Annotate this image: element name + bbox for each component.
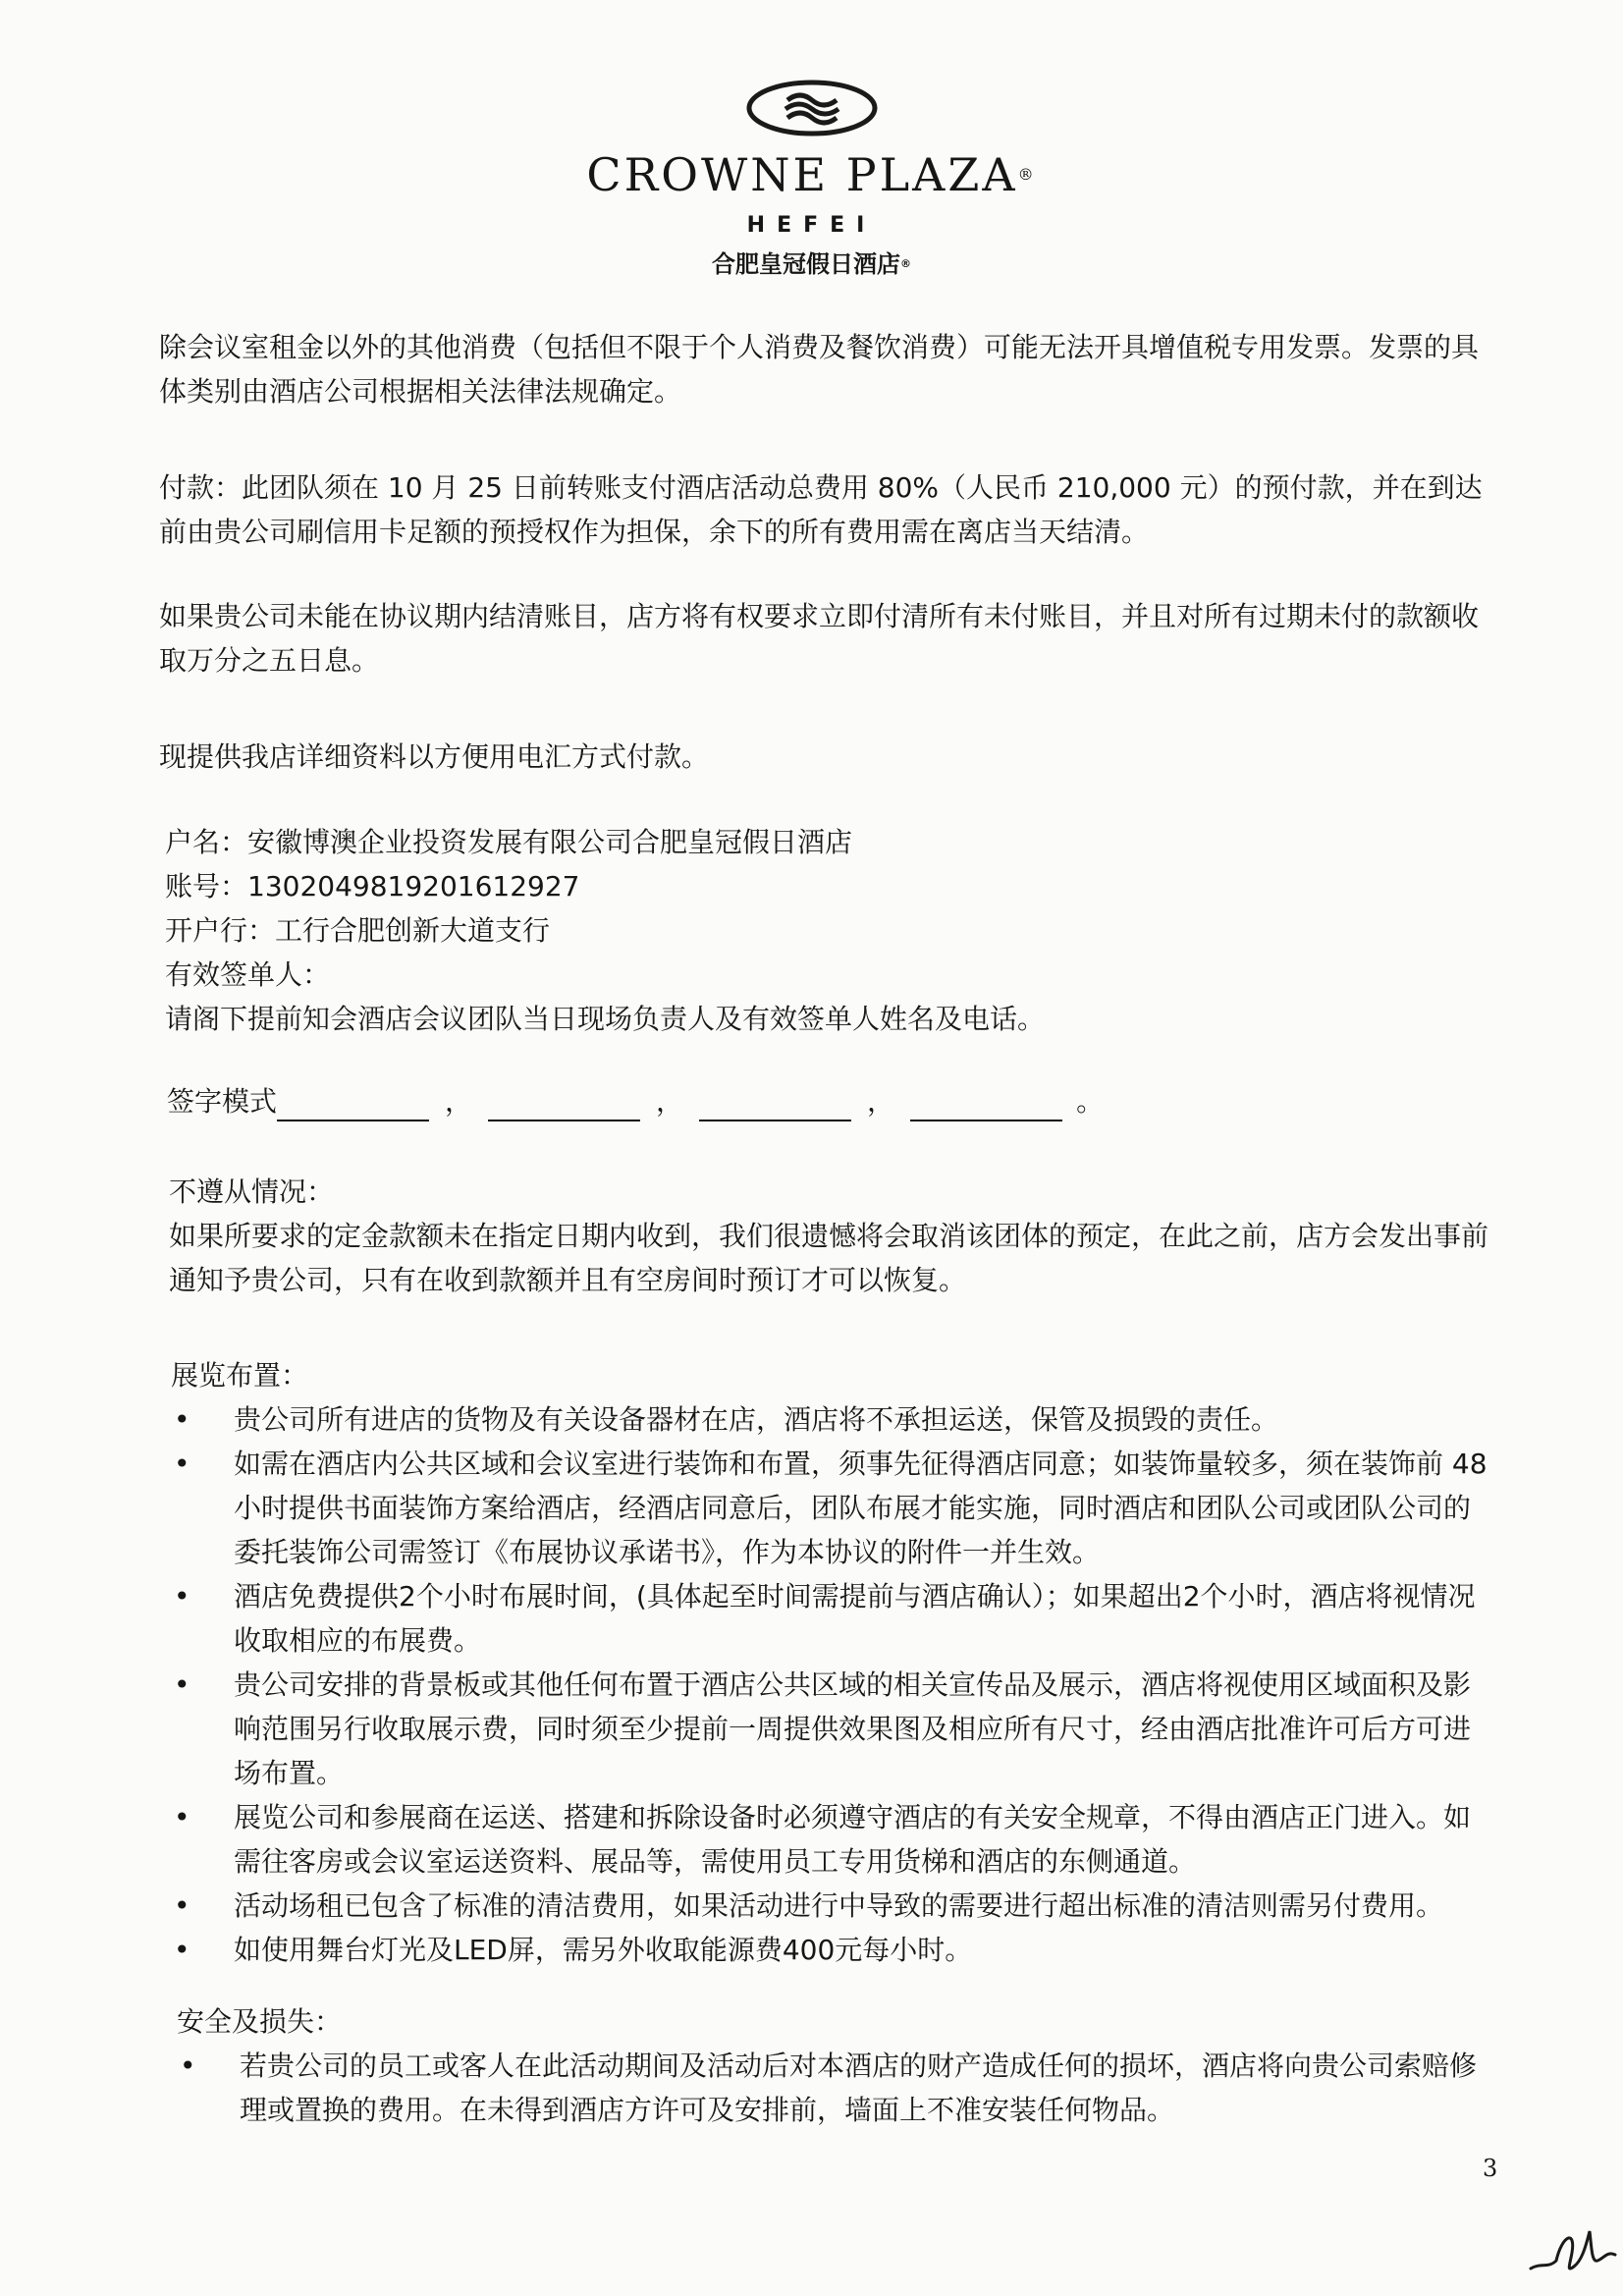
list-item: • 活动场租已包含了标准的清洁费用，如果活动进行中导致的需要进行超出标准的清洁则需另付费用。 <box>174 1889 1444 1922</box>
list-item: • 如使用舞台灯光及LED屏，需另外收取能源费400元每小时。 <box>174 1934 973 1966</box>
crowne-plaza-logo-icon <box>746 79 879 137</box>
brand-city: HEFEI <box>746 213 877 238</box>
list-item: • 贵公司安排的背景板或其他任何布置于酒店公共区域的相关宣传品及展示，酒店将视使用区域面积及影响范围另行收取展示费，同时须至少提前一周提供效果图及相应所有尺寸，经由酒店批准许可后方可进场布置。 <box>174 1668 1472 1789</box>
noncompliance-text: 如果所要求的定金款额未在指定日期内收到，我们很遗憾将会取消该团体的预定，在此之前，店方会发出事前通知予贵公司，只有在收到款额并且有空房间时预订才可以恢复。 <box>169 1220 1489 1296</box>
bank-details <box>165 820 1500 1041</box>
exhibition-list <box>171 1397 1496 1972</box>
signer-title: 有效签单人： <box>165 958 331 991</box>
bank-branch: 开户行：工行合肥创新大道支行 <box>165 914 551 947</box>
invoice-paragraph: 除会议室租金以外的其他消费（包括但不限于个人消费及餐饮消费）可能无法开具增值税专用发票。发票的具体类别由酒店公司根据相关法律法规确定。 <box>159 331 1480 408</box>
account-number: 账号：1302049819201612927 <box>165 870 580 902</box>
brand-name: CROWNE PLAZA® <box>586 148 1037 201</box>
safety-title: 安全及损失： <box>177 2005 343 2038</box>
brand-chinese-name: 合肥皇冠假日酒店® <box>712 250 911 278</box>
noncompliance-section <box>169 1170 1494 1302</box>
signature-blank-1[interactable] <box>277 1090 429 1121</box>
signature-label: 签字模式 <box>167 1085 278 1118</box>
list-item: • 如需在酒店内公共区域和会议室进行装饰和布置，须事先征得酒店同意；如装饰量较多，须在装饰前 48 小时提供书面装饰方案给酒店，经酒店同意后，团队布展才能实施，同时酒店和团队公司或团队公司的委托装饰公司需签订《布展协议承诺书》，作为本协议的附件一并生效。 <box>174 1448 1488 1568</box>
handwritten-initial-icon <box>1527 2217 1623 2286</box>
overdue-paragraph: 如果贵公司未能在协议期内结清账目，店方将有权要求立即付清所有未付账目，并且对所有过期未付的款额收取万分之五日息。 <box>159 600 1480 677</box>
signer-note: 请阁下提前知会酒店会议团队当日现场负责人及有效签单人姓名及电话。 <box>165 1003 1046 1035</box>
safety-section <box>177 1999 1497 2132</box>
signature-blank-2[interactable] <box>488 1090 640 1121</box>
payment-paragraph: 付款：此团队须在 10 月 25 日前转账支付酒店活动总费用 80%（人民币 210,000 元）的预付款，并在到达前由贵公司刷信用卡足额的预授权作为担保，余下的所有费用需在离店当天结清。 <box>159 471 1483 548</box>
signature-line: 签字模式 ， ， ， 。 <box>167 1082 1104 1121</box>
exhibition-section <box>171 1353 1496 1972</box>
list-item: • 展览公司和参展商在运送、搭建和拆除设备时必须遵守酒店的有关安全规章，不得由酒店正门进入。如需往客房或会议室运送资料、展品等，需使用员工专用货梯和酒店的东侧通道。 <box>174 1801 1472 1878</box>
noncompliance-title: 不遵从情况： <box>169 1175 335 1208</box>
page-number: 3 <box>1483 2155 1498 2182</box>
safety-list <box>177 2044 1497 2132</box>
wire-paragraph: 现提供我店详细资料以方便用电汇方式付款。 <box>159 740 710 773</box>
signature-blank-4[interactable] <box>910 1090 1062 1121</box>
list-item: • 贵公司所有进店的货物及有关设备器材在店，酒店将不承担运送，保管及损毁的责任。 <box>174 1403 1279 1436</box>
exhibition-title: 展览布置： <box>171 1359 309 1392</box>
list-item: • 酒店免费提供2个小时布展时间，(具体起至时间需提前与酒店确认）；如果超出2个小时，酒店将视情况收取相应的布展费。 <box>174 1580 1476 1657</box>
signature-blank-3[interactable] <box>699 1090 851 1121</box>
list-item: • 若贵公司的员工或客人在此活动期间及活动后对本酒店的财产造成任何的损坏，酒店将向贵公司索赔修理或置换的费用。在未得到酒店方许可及安排前，墙面上不准安装任何物品。 <box>180 2050 1478 2126</box>
account-name: 户名：安徽博澳企业投资发展有限公司合肥皇冠假日酒店 <box>165 826 853 858</box>
